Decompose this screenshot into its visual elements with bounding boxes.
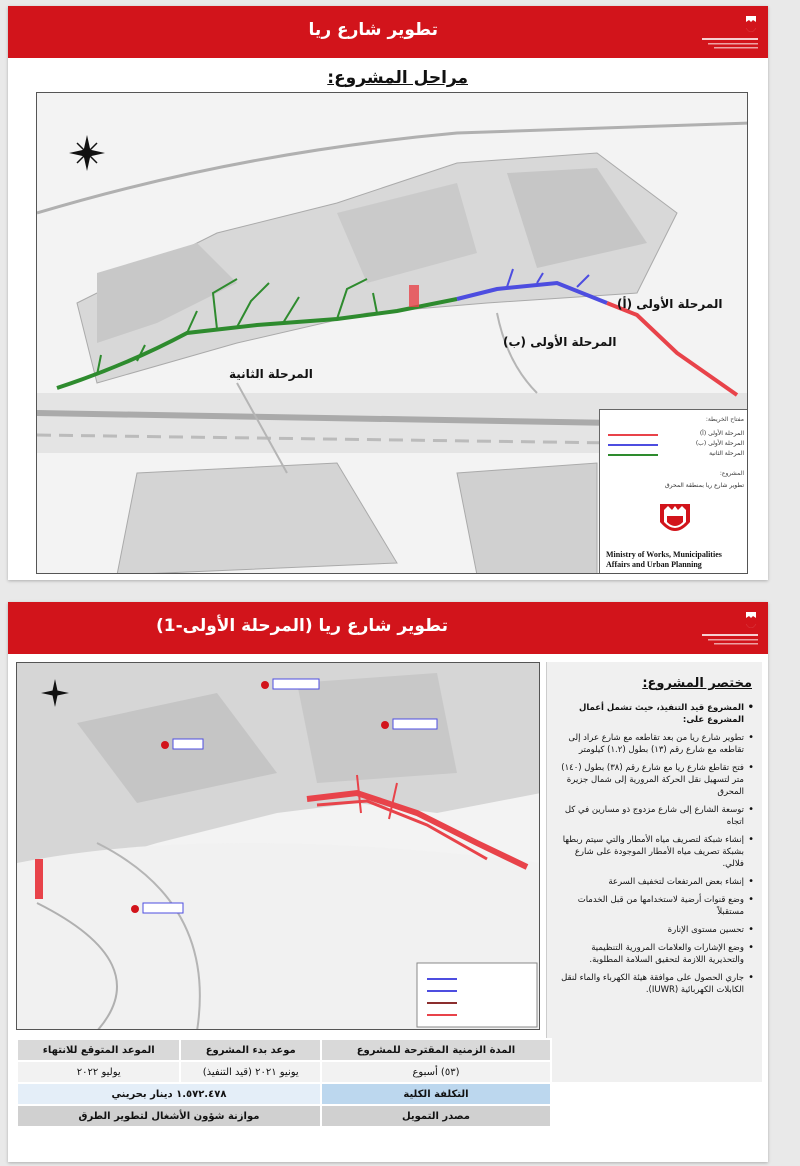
summary-item: • وضع قنوات أرضية لاستخدامها من قبل الخدمات مستقبلاً	[554, 894, 754, 918]
legend-item-phase-1a	[604, 430, 744, 439]
end-value: يوليو ٢٠٢٢	[17, 1061, 180, 1083]
funding-value: موازنة شؤون الأشغال لتطوير الطرق	[17, 1105, 321, 1127]
legend-project-heading: المشروع:	[719, 470, 744, 477]
ministry-emblem-icon	[658, 502, 692, 540]
section-heading-phases: مراحل المشروع:	[327, 68, 468, 88]
summary-item: • وضع الإشارات والعلامات المرورية التنظيمية والتحذيرية اللازمة لتحقيق السلامة المطلوبة.	[554, 942, 754, 966]
stats-header-row	[17, 1039, 551, 1061]
legend-item-label: المرحلة الثانية	[709, 450, 744, 457]
project-summary-panel	[546, 662, 762, 1082]
phase-1-map	[16, 662, 540, 1030]
cost-label: التكلفة الكلية	[321, 1083, 551, 1105]
stats-value-row	[17, 1061, 551, 1083]
summary-item: • المشروع قيد التنفيذ، حيث تشمل أعمال المشروع على:	[554, 702, 754, 726]
phase-2-label: المرحلة الثانية	[229, 367, 313, 381]
cost-value: ١.٥٧٢.٤٧٨ دينار بحريني	[17, 1083, 321, 1105]
cost-row	[17, 1083, 551, 1105]
duration-label: المدة الزمنية المقترحة للمشروع	[321, 1039, 551, 1061]
summary-item: • إنشاء شبكة لتصريف مياه الأمطار والتي سيتم ربطها بشبكة تصريف مياه الأمطار الموجودة على شارع فلالي.	[554, 834, 754, 870]
legend-item-phase-2	[604, 450, 744, 459]
north-arrow-icon	[69, 135, 105, 171]
duration-value: (٥٣) أسبوع	[321, 1061, 551, 1083]
legend-title: مفتاح الخريطة:	[705, 416, 744, 423]
slide-header-banner	[8, 6, 768, 58]
summary-heading: مختصر المشروع:	[642, 676, 752, 691]
map-legend	[599, 409, 748, 574]
legend-project-name: تطوير شارع ريا بمنطقة المحرق	[665, 482, 744, 489]
summary-item: • جاري الحصول على موافقة هيئة الكهرباء والماء لنقل الكابلات الكهربائية (IUWR).	[554, 972, 754, 996]
legend-item-phase-1b	[604, 440, 744, 449]
ministry-name-en: Ministry of Works, Municipalities Affairs and Urban Planning	[606, 550, 722, 569]
end-label: الموعد المتوقع للانتهاء	[17, 1039, 180, 1061]
phase-1-slide	[8, 602, 768, 1162]
ministry-logo-icon	[698, 608, 762, 648]
project-stats-table	[16, 1038, 552, 1128]
legend-item-label: المرحلة الأولى (أ)	[699, 430, 744, 437]
ministry-logo-icon	[698, 12, 762, 52]
summary-item: • إنشاء بعض المرتفعات لتخفيف السرعة	[554, 876, 754, 888]
phase-1-map-graphic	[17, 663, 540, 1030]
slide-title: تطوير شارع ريا (المرحلة الأولى-1)	[155, 616, 448, 636]
phase-1a-label: المرحلة الأولى (أ)	[617, 297, 723, 311]
summary-item: • فتح تقاطع شارع ريا مع شارع رقم (٣٨) بطول (١٤٠) متر لتسهيل نقل الحركة المرورية إلى شمال جزيرة المحرق	[554, 762, 754, 798]
slide-title: تطوير شارع ريا	[308, 20, 438, 40]
legend-item-label: المرحلة الأولى (ب)	[695, 440, 744, 447]
summary-item: • تطوير شارع ريا من بعد تقاطعه مع شارع عراد إلى تقاطعه مع شارع رقم (١٣) بطول (١.٢) كيلومتر	[554, 732, 754, 756]
start-label: موعد بدء المشروع	[180, 1039, 320, 1061]
funding-row	[17, 1105, 551, 1127]
phase-1b-label: المرحلة الأولى (ب)	[503, 335, 617, 349]
summary-item: • تحسين مستوى الإنارة	[554, 924, 754, 936]
phases-map	[36, 92, 748, 574]
summary-item: • توسعة الشارع إلى شارع مزدوج ذو مسارين في كل اتجاه	[554, 804, 754, 828]
funding-label: مصدر التمويل	[321, 1105, 551, 1127]
slide-header-banner	[8, 602, 768, 654]
project-phases-slide	[8, 6, 768, 580]
summary-list	[554, 702, 754, 1002]
start-value: يونيو ٢٠٢١ (قيد التنفيذ)	[180, 1061, 320, 1083]
